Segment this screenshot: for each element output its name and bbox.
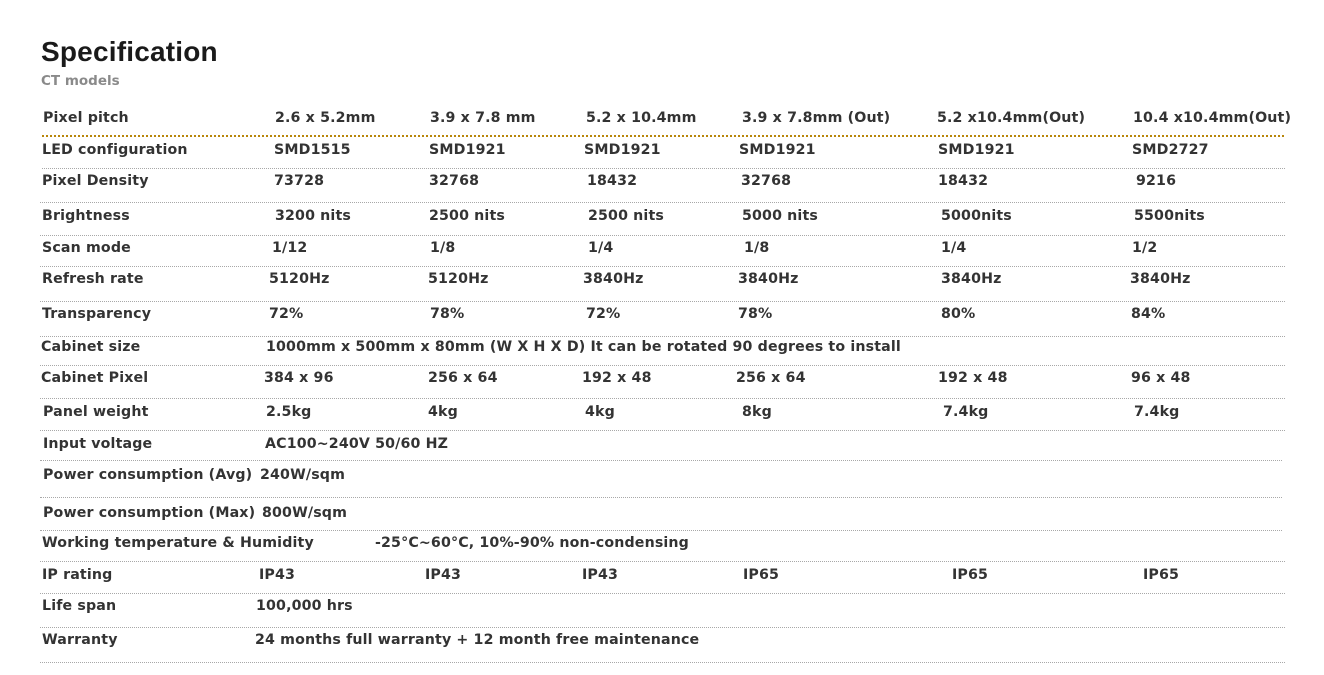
header-divider xyxy=(42,135,1284,137)
spec-value: 73728 xyxy=(274,173,325,189)
spec-label: Warranty xyxy=(42,632,118,648)
spec-value: 5120Hz xyxy=(428,271,489,287)
spec-value: 1/2 xyxy=(1132,240,1158,256)
row-divider xyxy=(40,266,1285,267)
spec-value: 18432 xyxy=(938,173,989,189)
spec-label: Working temperature & Humidity xyxy=(42,535,314,551)
spec-value: 3840Hz xyxy=(583,271,644,287)
spec-label: Cabinet Pixel xyxy=(41,370,149,386)
row-divider xyxy=(40,497,1282,498)
spec-value: 84% xyxy=(1131,306,1166,322)
spec-value: IP65 xyxy=(1143,567,1180,583)
spec-value: 1/4 xyxy=(941,240,967,256)
row-divider xyxy=(40,530,1282,531)
spec-value: 5000nits xyxy=(941,208,1012,224)
spec-value: 192 x 48 xyxy=(938,370,1008,386)
row-divider xyxy=(40,336,1285,337)
spec-value: SMD1921 xyxy=(584,142,661,158)
spec-value: 5.2 x10.4mm(Out) xyxy=(937,110,1086,126)
spec-value: 32768 xyxy=(429,173,480,189)
spec-value: 7.4kg xyxy=(1134,404,1180,420)
spec-label: Brightness xyxy=(42,208,130,224)
row-divider xyxy=(40,202,1285,203)
row-divider xyxy=(42,168,1285,169)
spec-value: 7.4kg xyxy=(943,404,989,420)
spec-value: 5120Hz xyxy=(269,271,330,287)
spec-value: 72% xyxy=(269,306,304,322)
spec-value: 9216 xyxy=(1136,173,1177,189)
spec-label: Cabinet size xyxy=(41,339,141,355)
spec-value: 192 x 48 xyxy=(582,370,652,386)
spec-value: 5.2 x 10.4mm xyxy=(586,110,697,126)
spec-label: Refresh rate xyxy=(42,271,144,287)
spec-label: LED configuration xyxy=(42,142,188,158)
spec-label: Transparency xyxy=(42,306,152,322)
row-divider xyxy=(40,561,1285,562)
spec-value: 18432 xyxy=(587,173,638,189)
spec-value: 256 x 64 xyxy=(428,370,498,386)
spec-label: Input voltage xyxy=(43,436,153,452)
spec-value: 3840Hz xyxy=(941,271,1002,287)
spec-value: 96 x 48 xyxy=(1131,370,1191,386)
spec-value: 2.6 x 5.2mm xyxy=(275,110,376,126)
spec-value: 2500 nits xyxy=(429,208,505,224)
row-divider xyxy=(40,593,1285,594)
spec-value: 3.9 x 7.8mm (Out) xyxy=(742,110,891,126)
spec-label: Panel weight xyxy=(43,404,149,420)
spec-value: 240W/sqm xyxy=(260,467,346,483)
row-divider xyxy=(40,662,1285,663)
spec-label: Power consumption (Max) xyxy=(43,505,256,521)
spec-value: 5500nits xyxy=(1134,208,1205,224)
spec-value: -25°C~60°C, 10%-90% non-condensing xyxy=(375,535,689,551)
spec-value: IP43 xyxy=(582,567,619,583)
row-divider xyxy=(40,627,1285,628)
spec-value: 3200 nits xyxy=(275,208,351,224)
spec-value: 1/12 xyxy=(272,240,308,256)
spec-value: SMD1921 xyxy=(739,142,816,158)
row-divider xyxy=(40,430,1285,431)
spec-label: Power consumption (Avg) xyxy=(43,467,253,483)
spec-value: 1/8 xyxy=(744,240,770,256)
spec-value: 78% xyxy=(430,306,465,322)
row-divider xyxy=(40,365,1285,366)
spec-value: 5000 nits xyxy=(742,208,818,224)
row-divider xyxy=(40,398,1285,399)
spec-value: IP43 xyxy=(259,567,296,583)
spec-value: IP43 xyxy=(425,567,462,583)
spec-value: 4kg xyxy=(585,404,615,420)
spec-value: SMD1921 xyxy=(429,142,506,158)
spec-value: 10.4 x10.4mm(Out) xyxy=(1133,110,1292,126)
spec-value: 24 months full warranty + 12 month free maintenance xyxy=(255,632,700,648)
spec-value: 8kg xyxy=(742,404,772,420)
spec-label: IP rating xyxy=(42,567,113,583)
spec-value: 78% xyxy=(738,306,773,322)
spec-value: IP65 xyxy=(743,567,780,583)
spec-value: IP65 xyxy=(952,567,989,583)
spec-value: 2500 nits xyxy=(588,208,664,224)
spec-value: 3840Hz xyxy=(738,271,799,287)
spec-value: 72% xyxy=(586,306,621,322)
spec-value: 256 x 64 xyxy=(736,370,806,386)
spec-value: 80% xyxy=(941,306,976,322)
row-divider xyxy=(40,235,1285,236)
spec-value: 2.5kg xyxy=(266,404,312,420)
page-subtitle: CT models xyxy=(41,73,120,89)
spec-value: SMD1515 xyxy=(274,142,351,158)
spec-value: SMD2727 xyxy=(1132,142,1209,158)
spec-value: SMD1921 xyxy=(938,142,1015,158)
spec-value: 4kg xyxy=(428,404,458,420)
page-title: Specification xyxy=(41,36,218,67)
spec-value: 1/8 xyxy=(430,240,456,256)
spec-value: AC100~240V 50/60 HZ xyxy=(265,436,449,452)
spec-value: 1000mm x 500mm x 80mm (W X H X D) It can be rotated 90 degrees to install xyxy=(266,339,901,355)
row-divider xyxy=(40,460,1282,461)
spec-value: 384 x 96 xyxy=(264,370,334,386)
spec-label: Pixel pitch xyxy=(43,110,129,126)
spec-value: 3.9 x 7.8 mm xyxy=(430,110,536,126)
spec-value: 1/4 xyxy=(588,240,614,256)
spec-value: 100,000 hrs xyxy=(256,598,353,614)
spec-label: Pixel Density xyxy=(42,173,149,189)
row-divider xyxy=(40,301,1285,302)
spec-label: Life span xyxy=(42,598,117,614)
spec-value: 32768 xyxy=(741,173,792,189)
spec-value: 3840Hz xyxy=(1130,271,1191,287)
spec-label: Scan mode xyxy=(42,240,131,256)
spec-value: 800W/sqm xyxy=(262,505,348,521)
